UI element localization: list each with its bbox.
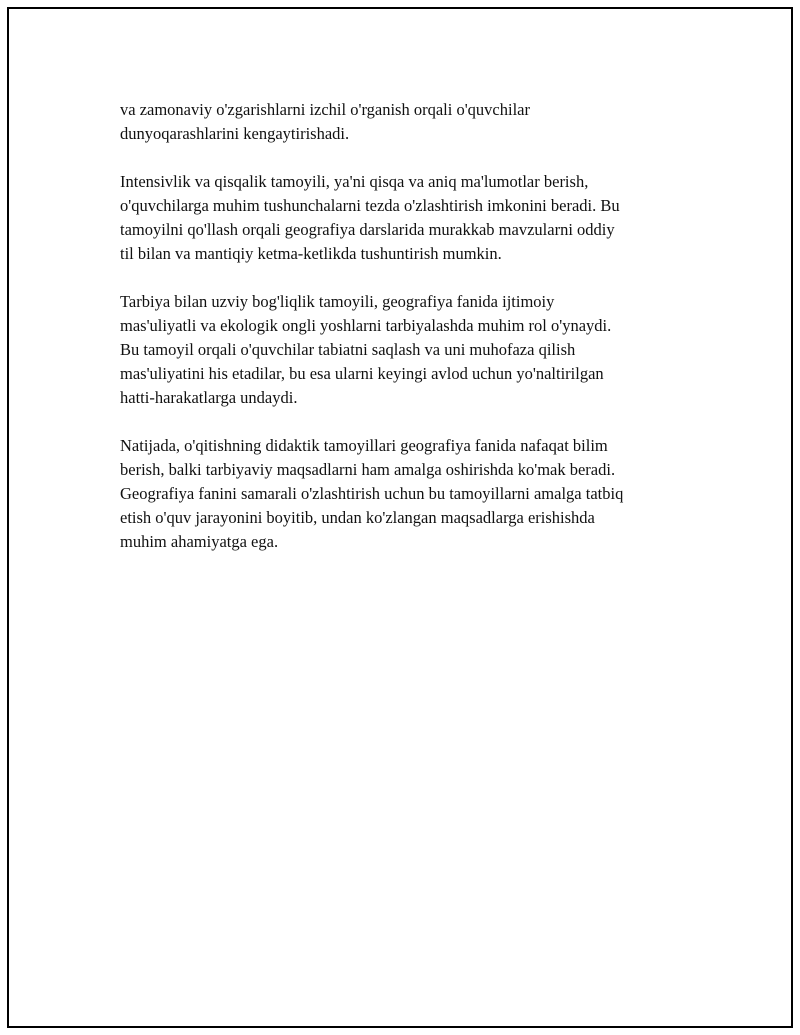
text-line: mas'uliyatini his etadilar, bu esa ularni keyingi avlod uchun yo'naltirilgan xyxy=(120,364,604,383)
text-line: mas'uliyatli va ekologik ongli yoshlarni tarbiyalashda muhim rol o'ynaydi. xyxy=(120,316,612,335)
text-line: muhim ahamiyatga ega. xyxy=(120,532,279,551)
document-page xyxy=(7,7,793,1028)
text-line: til bilan va mantiqiy ketma-ketlikda tushuntirish mumkin. xyxy=(120,244,502,263)
text-line: Tarbiya bilan uzviy bog'liqlik tamoyili, geografiya fanida ijtimoiy xyxy=(120,292,555,311)
text-line: berish, balki tarbiyaviy maqsadlarni ham amalga oshirishda ko'mak beradi. xyxy=(120,460,616,479)
text-line: Natijada, o'qitishning didaktik tamoyillari geografiya fanida nafaqat bilim xyxy=(120,436,608,455)
text-line: va zamonaviy o'zgarishlarni izchil o'rganish orqali o'quvchilar xyxy=(120,100,530,119)
paragraph-intensivlik xyxy=(120,170,695,266)
text-line: Intensivlik va qisqalik tamoyili, ya'ni qisqa va aniq ma'lumotlar berish, xyxy=(120,172,589,191)
paragraph-natijada xyxy=(120,434,695,554)
text-line: Geografiya fanini samarali o'zlashtirish uchun bu tamoyillarni amalga tatbiq xyxy=(120,484,624,503)
paragraph-intro-continuation xyxy=(120,98,695,146)
text-line: Bu tamoyil orqali o'quvchilar tabiatni saqlash va uni muhofaza qilish xyxy=(120,340,576,359)
text-line: tamoyilni qo'llash orqali geografiya darslarida murakkab mavzularni oddiy xyxy=(120,220,615,239)
text-line: etish o'quv jarayonini boyitib, undan ko'zlangan maqsadlarga erishishda xyxy=(120,508,595,527)
document-body xyxy=(120,98,695,578)
paragraph-tarbiya xyxy=(120,290,695,410)
text-line: o'quvchilarga muhim tushunchalarni tezda o'zlashtirish imkonini beradi. Bu xyxy=(120,196,620,215)
text-line: dunyoqarashlarini kengaytirishadi. xyxy=(120,124,350,143)
text-line: hatti-harakatlarga undaydi. xyxy=(120,388,298,407)
